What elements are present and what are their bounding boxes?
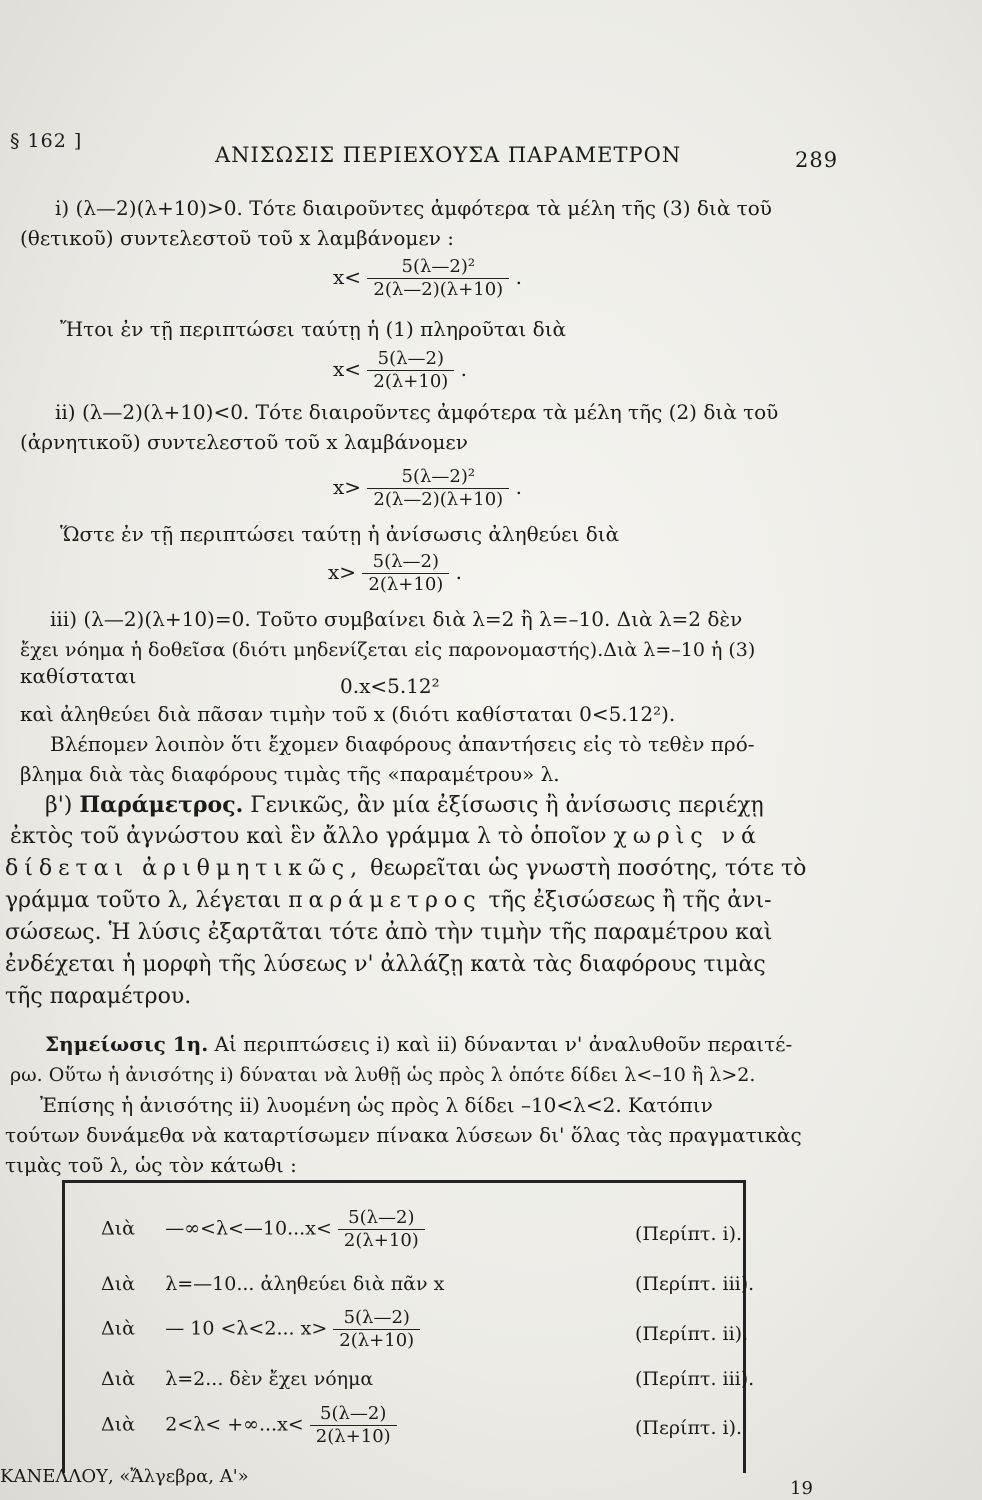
row-dia: Διὰ [101,1368,136,1390]
case-iii-line-2: ἔχει νόημα ἡ δοθεῖσα (διότι μηδενίζεται εἰς παρονομαστής).Διὰ λ=–10 ἡ (3) [20,639,756,661]
beta-line-4 [5,886,772,916]
denominator: 2(λ—2)(λ+10) [367,488,509,511]
formula-lhs: x< [333,357,362,381]
fraction [367,348,454,393]
row-reference: (Περίπτ. iii). [635,1273,755,1295]
formula-end: . [455,560,463,584]
beta-line-3-a: δίδεται ἀριθμητικῶς, [5,856,364,881]
case-i-line-1: i) (λ—2)(λ+10)>0. Τότε διαιροῦντες ἀμφότερα τὰ μέλη τῆς (3) διὰ τοῦ [55,196,772,220]
beta-line-4-b: παράμετρος [288,888,482,913]
formula-end: . [515,265,522,289]
fraction [310,1403,397,1448]
beta-line-2-a: ἐκτὸς τοῦ ἀγνώστου καὶ ἓν ἄλλο γράμμα λ τὸ ὁποῖον [10,824,607,849]
row-reference: (Περίπτ. i). [635,1223,743,1245]
case-i-line-3: Ἤτοι ἐν τῇ περιπτώσει ταύτῃ ἡ (1) πληροῦται διὰ [60,317,567,341]
denominator: 2(λ—2)(λ+10) [367,278,509,301]
row-dia: Διὰ [101,1317,136,1340]
beta-line-1 [45,790,764,821]
row-reference: (Περίπτ. i). [635,1417,743,1439]
case-i-line-2: (θετικοῦ) συντελεστοῦ τοῦ x λαμβάνομεν : [20,226,454,250]
fraction [367,256,509,301]
note-line-4: τούτων δυνάμεθα νὰ καταρτίσωμεν πίνακα λύσεων δι' ὅλας τὰς πραγματικὰς [5,1123,802,1147]
beta-line-7: τῆς παραμέτρου. [5,984,192,1009]
solution-table [62,1180,755,1473]
summary-line-1: Βλέπομεν λοιπὸν ὅτι ἔχομεν διαφόρους ἀπαντήσεις εἰς τὸ τεθὲν πρό- [50,732,755,756]
page-title: ΑΝΙΣΩΣΙΣ ΠΕΡΙΕΧΟΥΣΑ ΠΑΡΑΜΕΤΡΟΝ [215,143,682,167]
beta-label: β') [45,793,73,818]
fraction [333,1307,420,1352]
fraction [338,1207,425,1252]
row-reference: (Περίπτ. ii). [635,1323,749,1345]
case-ii-formula-1 [333,466,522,511]
note-line-1-rest: Αἱ περιπτώσεις i) καὶ ii) δύνανται ν' ἀναλυθοῦν περαιτέ- [214,1032,793,1056]
row-text: λ=—10... ἀληθεύει διὰ πᾶν x [165,1273,445,1295]
case-ii-line-2: (ἀρνητικοῦ) συντελεστοῦ τοῦ x λαμβάνομεν [20,430,468,454]
row-reference: (Περίπτ. iii). [635,1368,755,1390]
numerator: 5(λ—2) [377,348,445,369]
row-dia: Διὰ [101,1413,136,1436]
table-row [101,1307,420,1352]
formula-lhs: x> [333,475,362,499]
note-line-2: ρω. Οὕτω ἡ ἀνισότης i) δύναται νὰ λυθῇ ὡς πρὸς λ ὁπότε δίδει λ<–10 ἢ λ>2. [10,1064,756,1086]
beta-line-6: ἐνδέχεται ἡ μορφὴ τῆς λύσεως ν' ἀλλάζῃ κατὰ τὰς διαφόρους τιμὰς [5,952,766,977]
table-row [101,1403,397,1448]
case-ii-formula-2 [328,551,462,596]
row-dia: Διὰ [101,1273,136,1295]
beta-line-1-rest: Γενικῶς, ἂν μία ἐξίσωσις ἢ ἀνίσωσις περιέχῃ [250,793,764,818]
footer-signature: 19 [790,1478,813,1499]
denominator: 2(λ+10) [362,573,449,596]
numerator: 5(λ—2) [320,1403,387,1424]
beta-line-5: σώσεως. Ἡ λύσις ἐξαρτᾶται τότε ἀπὸ τὴν τιμὴν τῆς παραμέτρου καὶ [5,920,773,945]
denominator: 2(λ+10) [338,1229,425,1252]
note-line-1 [45,1030,792,1058]
section-marker: § 162 ] [10,130,83,152]
formula-lhs: x> [328,560,357,584]
beta-line-3-b: θεωρεῖται ὡς γνωστὴ ποσότης, τότε τὸ [370,856,807,881]
fraction [362,551,449,596]
summary-line-2: βλημα διὰ τὰς διαφόρους τιμὰς τῆς «παραμέτρου» λ. [20,762,560,786]
table-row [101,1273,444,1295]
beta-line-4-a: γράμμα τοῦτο λ, λέγεται [5,888,282,913]
beta-line-4-c: τῆς ἐξισώσεως ἢ τῆς ἀνι- [488,888,772,913]
numerator: 5(λ—2) [372,551,440,572]
note-label: Σημείωσις 1η. [45,1032,209,1056]
beta-term: Παράμετρος. [79,792,244,818]
fraction [367,466,509,511]
numerator: 5(λ—2) [343,1307,410,1328]
beta-line-2 [10,822,762,852]
note-line-3: Ἐπίσης ἡ ἀνισότης ii) λυομένη ὡς πρὸς λ δίδει –10<λ<2. Κατόπιν [40,1093,713,1117]
case-iii-line-4: καὶ ἀληθεύει διὰ πᾶσαν τιμὴν τοῦ x (διότι καθίσταται 0<5.12²). [20,702,676,726]
table-row [101,1368,373,1390]
case-ii-line-1: ii) (λ—2)(λ+10)<0. Τότε διαιροῦντες ἀμφότερα τὰ μέλη τῆς (2) διὰ τοῦ [55,400,779,424]
beta-line-3 [5,854,806,884]
row-condition: — 10 <λ<2... x> [165,1317,328,1340]
case-iii-equation: 0.x<5.12² [340,674,440,698]
footer-book-title: ΚΑΝΕΛΛΟΥ, «Ἄλγεβρα, Α'» [0,1466,249,1487]
note-line-5: τιμὰς τοῦ λ, ὡς τὸν κάτωθι : [5,1153,297,1177]
page-number: 289 [795,148,839,172]
case-i-formula-2 [333,348,467,393]
row-text: λ=2... δὲν ἔχει νόημα [165,1368,374,1390]
formula-end: . [460,357,468,381]
table-row [101,1207,425,1252]
formula-end: . [515,475,522,499]
case-iii-line-1: iii) (λ—2)(λ+10)=0. Τοῦτο συμβαίνει διὰ λ=2 ἢ λ=–10. Διὰ λ=2 δὲν [50,607,743,631]
row-condition: —∞<λ<—10...x< [165,1217,332,1240]
numerator: 5(λ—2) [348,1207,415,1228]
case-iii-line-3: καθίσταται [20,664,137,688]
row-dia: Διὰ [101,1217,136,1240]
case-i-formula-1 [333,256,522,301]
numerator: 5(λ—2)² [401,466,476,487]
denominator: 2(λ+10) [310,1425,397,1448]
case-ii-line-3: Ὥστε ἐν τῇ περιπτώσει ταύτῃ ἡ ἀνίσωσις ἀληθεύει διὰ [60,522,620,546]
formula-lhs: x< [333,265,362,289]
numerator: 5(λ—2)² [401,256,476,277]
denominator: 2(λ+10) [367,370,454,393]
denominator: 2(λ+10) [333,1329,420,1352]
row-condition: 2<λ< +∞...x< [165,1413,304,1436]
beta-line-2-b: χωρὶς νά [613,824,762,849]
